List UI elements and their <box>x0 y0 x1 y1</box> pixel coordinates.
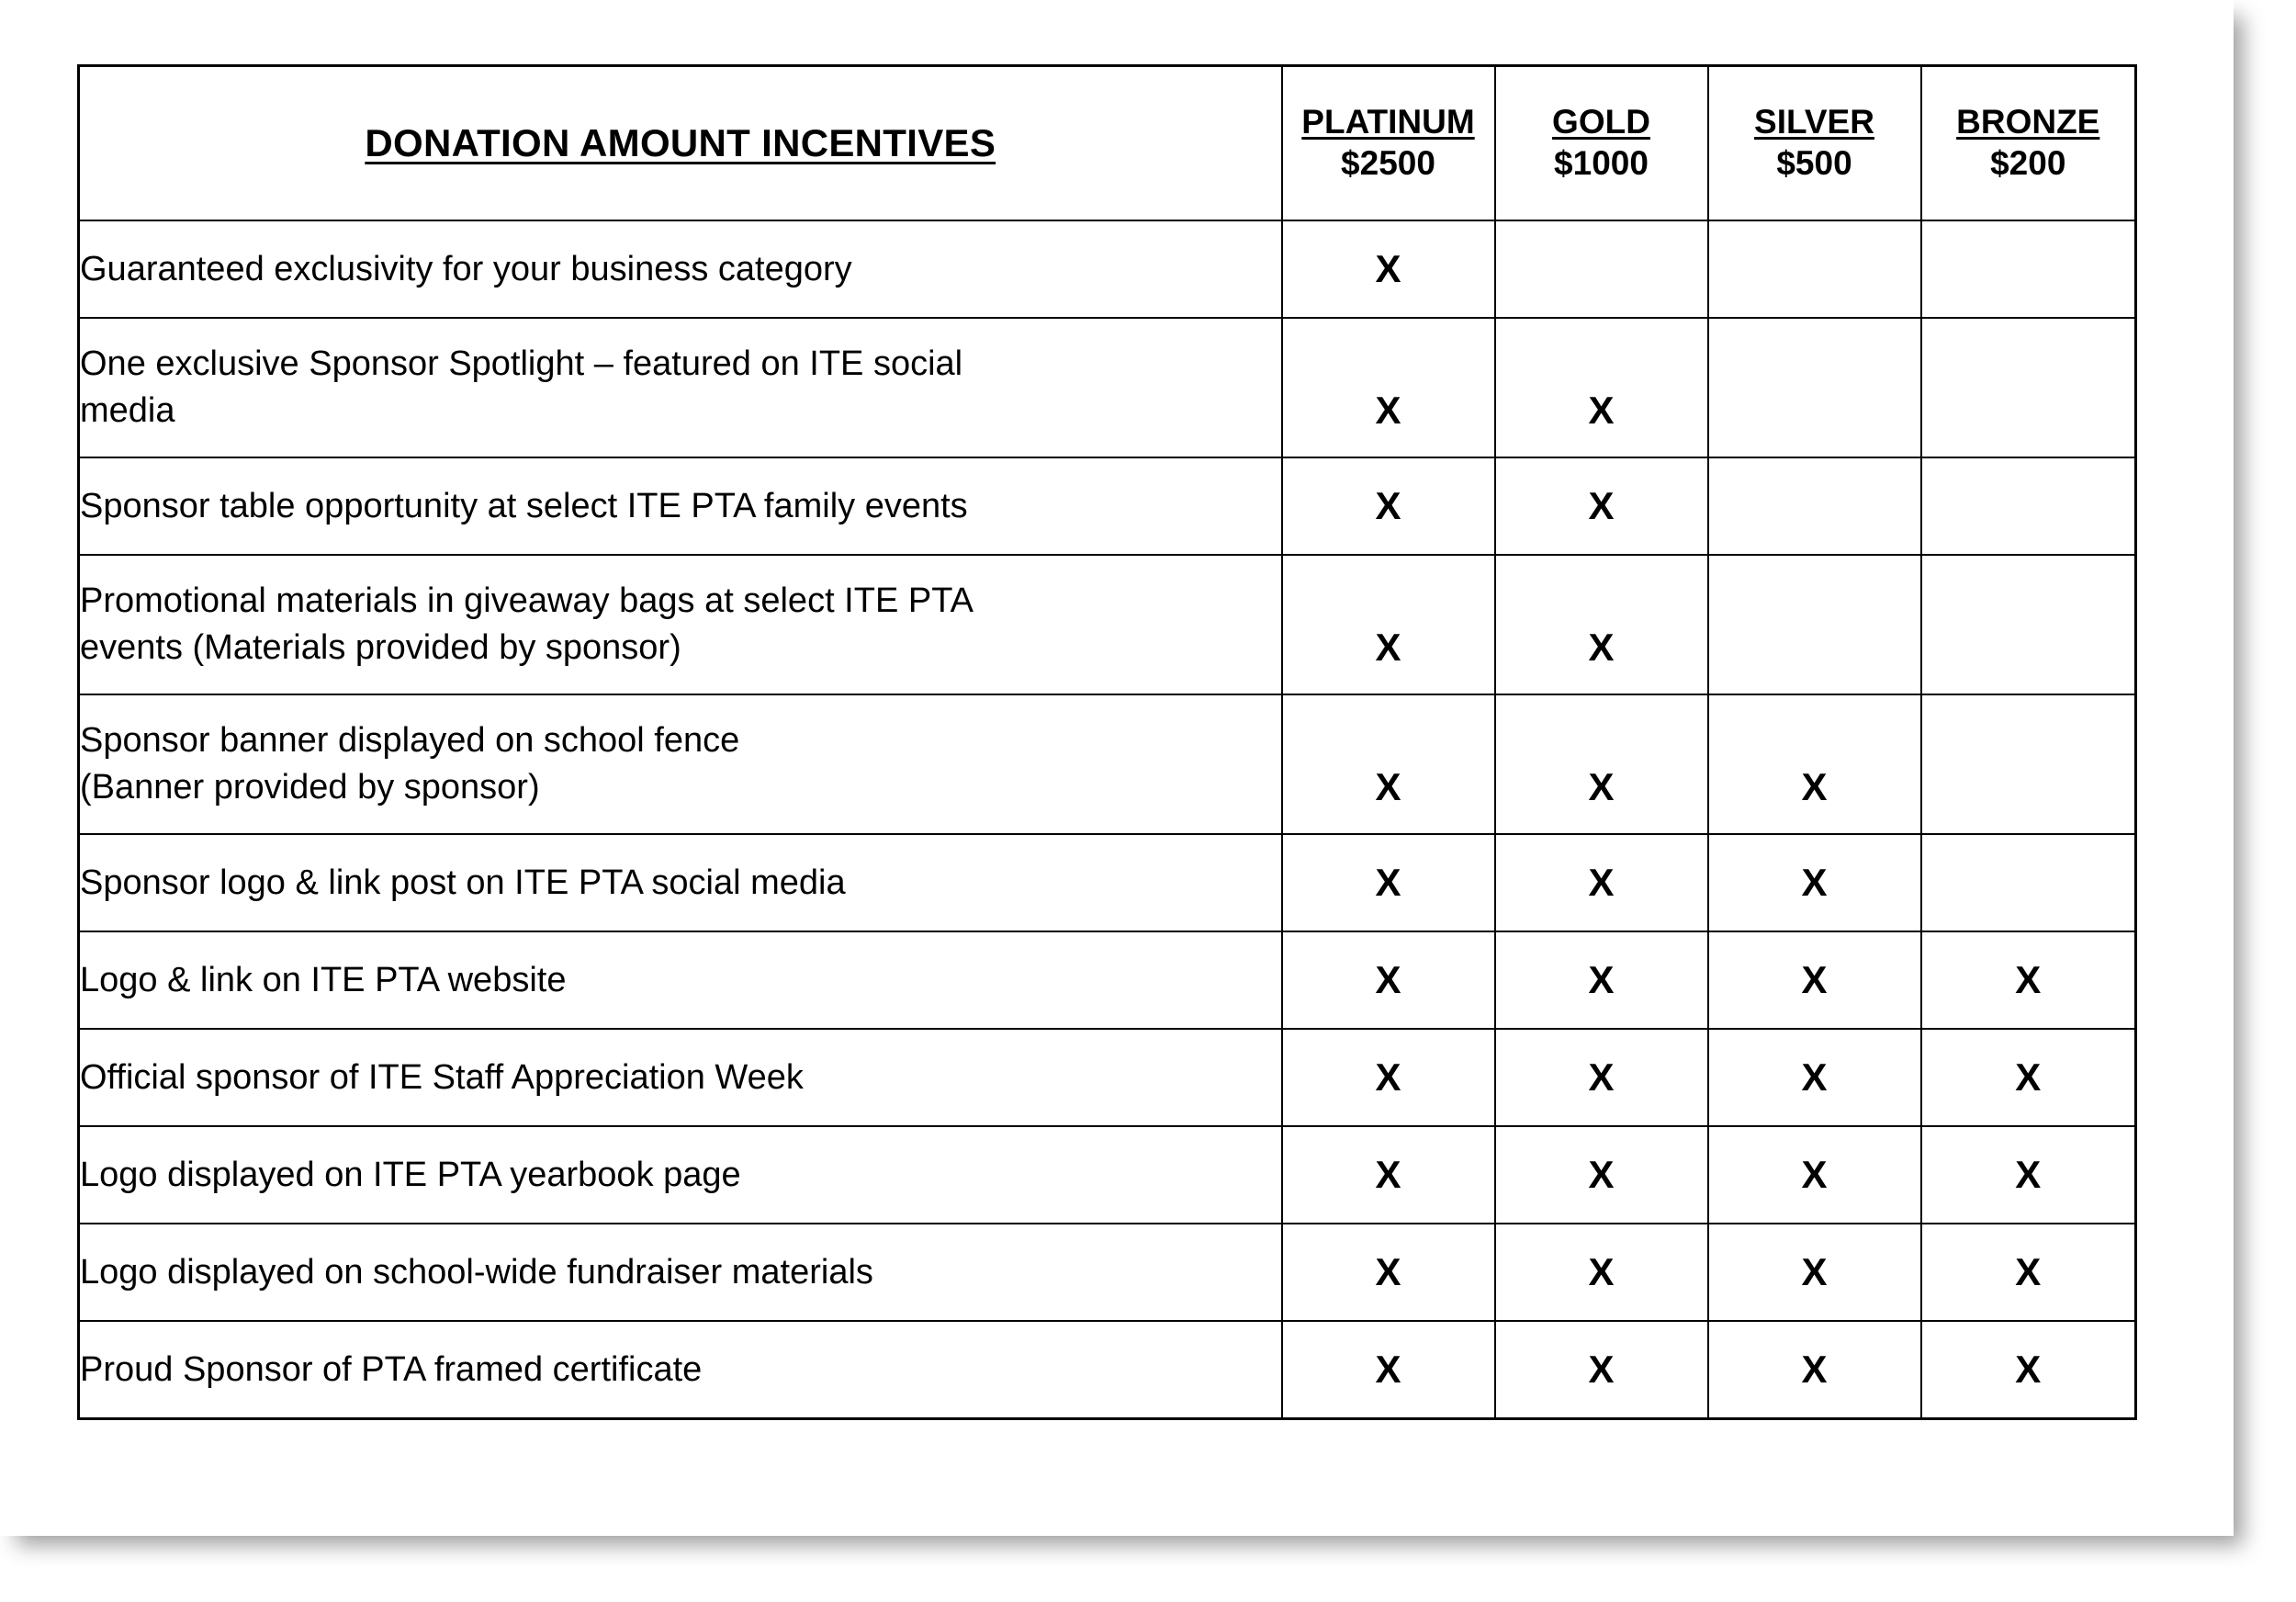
benefit-cell-bronze <box>1921 1029 2136 1126</box>
table-row <box>79 555 2136 694</box>
benefit-cell-silver <box>1708 1321 1921 1419</box>
check-mark: X <box>1588 958 1615 1001</box>
table-row <box>79 457 2136 555</box>
benefit-cell-bronze <box>1921 318 2136 457</box>
tier-amount-bronze: $200 <box>1990 143 2066 182</box>
feature-line: Promotional materials in giveaway bags at select ITE PTA <box>80 581 974 621</box>
check-mark: X <box>1801 1250 1828 1293</box>
table-row <box>79 220 2136 318</box>
feature-label <box>79 318 1282 457</box>
check-mark: X <box>1375 1250 1401 1293</box>
check-mark: X <box>1375 958 1401 1001</box>
benefit-cell-bronze <box>1921 1321 2136 1419</box>
benefit-cell-platinum <box>1282 318 1495 457</box>
check-mark: X <box>1588 861 1615 904</box>
benefit-cell-gold <box>1495 318 1708 457</box>
benefit-cell-bronze <box>1921 834 2136 931</box>
check-mark: X <box>2015 1055 2042 1099</box>
feature-label <box>79 1029 1282 1126</box>
check-mark: X <box>1801 958 1828 1001</box>
benefit-cell-gold <box>1495 694 1708 834</box>
feature-line: Logo displayed on ITE PTA yearbook page <box>80 1155 741 1194</box>
feature-label <box>79 931 1282 1029</box>
check-mark: X <box>1588 1250 1615 1293</box>
table-row <box>79 1126 2136 1224</box>
benefit-cell-platinum <box>1282 694 1495 834</box>
benefit-cell-platinum <box>1282 220 1495 318</box>
page-title: DONATION AMOUNT INCENTIVES <box>365 121 996 164</box>
benefit-cell-silver <box>1708 931 1921 1029</box>
tier-name-bronze: BRONZE <box>1956 102 2100 141</box>
benefit-cell-gold <box>1495 555 1708 694</box>
benefit-cell-bronze <box>1921 1224 2136 1321</box>
check-mark: X <box>2015 958 2042 1001</box>
benefit-cell-platinum <box>1282 931 1495 1029</box>
feature-line: One exclusive Sponsor Spotlight – featured on ITE social <box>80 344 963 384</box>
tier-name-platinum: PLATINUM <box>1301 102 1475 141</box>
check-mark: X <box>1375 484 1401 527</box>
feature-label <box>79 1126 1282 1224</box>
feature-line: Official sponsor of ITE Staff Appreciation Week <box>80 1057 804 1097</box>
benefit-cell-platinum <box>1282 1224 1495 1321</box>
check-mark: X <box>1588 765 1615 808</box>
tier-name-silver: SILVER <box>1754 102 1874 141</box>
benefit-cell-platinum <box>1282 555 1495 694</box>
donation-incentives-table <box>77 64 2137 1420</box>
benefit-cell-bronze <box>1921 694 2136 834</box>
check-mark: X <box>1588 484 1615 527</box>
benefit-cell-platinum <box>1282 457 1495 555</box>
feature-line: media <box>80 391 175 430</box>
benefit-cell-gold <box>1495 834 1708 931</box>
table-row <box>79 1029 2136 1126</box>
check-mark: X <box>2015 1348 2042 1391</box>
table-header <box>79 66 2136 221</box>
check-mark: X <box>1375 861 1401 904</box>
benefit-cell-platinum <box>1282 1126 1495 1224</box>
feature-label <box>79 1321 1282 1419</box>
table-row <box>79 318 2136 457</box>
benefit-cell-silver <box>1708 1029 1921 1126</box>
benefit-cell-silver <box>1708 457 1921 555</box>
check-mark: X <box>1801 1348 1828 1391</box>
benefit-cell-bronze <box>1921 220 2136 318</box>
feature-line: Sponsor banner displayed on school fence <box>80 721 740 761</box>
check-mark: X <box>1375 1153 1401 1196</box>
table-row <box>79 834 2136 931</box>
benefit-cell-silver <box>1708 555 1921 694</box>
benefit-cell-gold <box>1495 931 1708 1029</box>
feature-label <box>79 834 1282 931</box>
check-mark: X <box>2015 1250 2042 1293</box>
check-mark: X <box>1375 1348 1401 1391</box>
tier-amount-platinum: $2500 <box>1341 143 1435 182</box>
feature-line: Sponsor table opportunity at select ITE PTA family events <box>80 486 968 525</box>
benefit-cell-platinum <box>1282 1321 1495 1419</box>
table-row <box>79 1224 2136 1321</box>
check-mark: X <box>1801 1055 1828 1099</box>
benefit-cell-silver <box>1708 220 1921 318</box>
check-mark: X <box>1801 765 1828 808</box>
tier-header-bronze <box>1921 66 2136 221</box>
check-mark: X <box>1588 626 1615 669</box>
benefit-cell-gold <box>1495 1126 1708 1224</box>
tier-header-silver <box>1708 66 1921 221</box>
check-mark: X <box>1375 765 1401 808</box>
table-body <box>79 220 2136 1419</box>
check-mark: X <box>1801 861 1828 904</box>
check-mark: X <box>1375 389 1401 432</box>
table-title-cell <box>79 66 1282 221</box>
feature-label <box>79 457 1282 555</box>
table-row <box>79 931 2136 1029</box>
benefit-cell-bronze <box>1921 555 2136 694</box>
table-row <box>79 694 2136 834</box>
check-mark: X <box>1375 1055 1401 1099</box>
benefit-cell-gold <box>1495 1321 1708 1419</box>
benefit-cell-gold <box>1495 1029 1708 1126</box>
feature-label <box>79 555 1282 694</box>
feature-line: Guaranteed exclusivity for your business category <box>80 249 852 288</box>
check-mark: X <box>1588 1055 1615 1099</box>
benefit-cell-silver <box>1708 694 1921 834</box>
check-mark: X <box>1801 1153 1828 1196</box>
check-mark: X <box>2015 1153 2042 1196</box>
benefit-cell-platinum <box>1282 834 1495 931</box>
feature-line: Logo & link on ITE PTA website <box>80 960 567 999</box>
benefit-cell-bronze <box>1921 1126 2136 1224</box>
incentives-table-container <box>77 64 2134 1420</box>
check-mark: X <box>1375 247 1401 290</box>
tier-header-platinum <box>1282 66 1495 221</box>
benefit-cell-gold <box>1495 220 1708 318</box>
benefit-cell-gold <box>1495 457 1708 555</box>
benefit-cell-bronze <box>1921 457 2136 555</box>
feature-line: Logo displayed on school-wide fundraiser materials <box>80 1252 873 1292</box>
benefit-cell-platinum <box>1282 1029 1495 1126</box>
table-row <box>79 1321 2136 1419</box>
feature-line: (Banner provided by sponsor) <box>80 768 540 807</box>
benefit-cell-silver <box>1708 1126 1921 1224</box>
feature-line: Sponsor logo & link post on ITE PTA social media <box>80 863 846 902</box>
benefit-cell-bronze <box>1921 931 2136 1029</box>
tier-name-gold: GOLD <box>1552 102 1650 141</box>
benefit-cell-silver <box>1708 834 1921 931</box>
benefit-cell-silver <box>1708 318 1921 457</box>
tier-amount-gold: $1000 <box>1554 143 1649 182</box>
benefit-cell-gold <box>1495 1224 1708 1321</box>
check-mark: X <box>1588 1153 1615 1196</box>
feature-label <box>79 1224 1282 1321</box>
feature-label <box>79 220 1282 318</box>
table-header-row <box>79 66 2136 221</box>
check-mark: X <box>1375 626 1401 669</box>
check-mark: X <box>1588 1348 1615 1391</box>
tier-header-gold <box>1495 66 1708 221</box>
feature-line: Proud Sponsor of PTA framed certificate <box>80 1349 703 1389</box>
check-mark: X <box>1588 389 1615 432</box>
benefit-cell-silver <box>1708 1224 1921 1321</box>
tier-amount-silver: $500 <box>1776 143 1852 182</box>
feature-label <box>79 694 1282 834</box>
feature-line: events (Materials provided by sponsor) <box>80 628 681 667</box>
